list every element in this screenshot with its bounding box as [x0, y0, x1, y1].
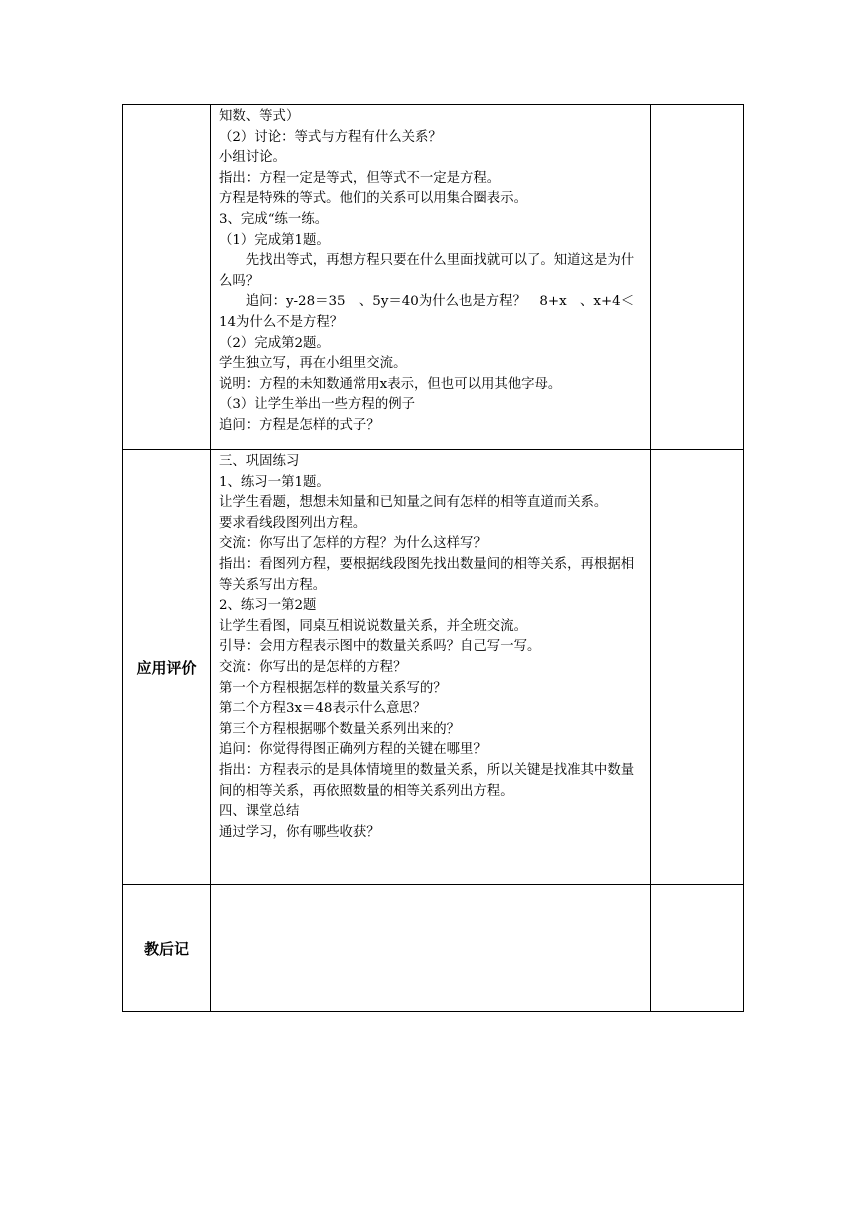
content-line: 追问：你觉得得图正确列方程的关键在哪里？	[219, 742, 487, 758]
content-cell	[211, 885, 651, 1012]
content-line: （2）讨论：等式与方程有什么关系？	[219, 129, 442, 145]
content-line: 学生独立写，再在小组里交流。	[219, 356, 407, 372]
content-line: 交流：你写出了怎样的方程？为什么这样写？	[219, 536, 487, 552]
table-row	[123, 885, 744, 1012]
content-block	[211, 450, 650, 847]
content-line: 第一个方程根据怎样的数量关系写的？	[219, 680, 447, 696]
content-line: 四、课堂总结	[219, 804, 300, 820]
notes-cell	[651, 105, 744, 450]
row-label	[123, 105, 211, 450]
content-cell	[211, 450, 651, 885]
content-line: 指出：方程一定是等式，但等式不一定是方程。	[219, 170, 501, 186]
content-line: 指出：方程表示的是具体情境里的数量关系，所以关键是找准其中数量间的相等关系，再依照数量的相等关系列出方程。	[219, 762, 635, 799]
row-label-post-teaching-notes: 教后记	[123, 885, 211, 1012]
notes-cell	[651, 450, 744, 885]
content-line: 引导：会用方程表示图中的数量关系吗？自己写一写。	[219, 639, 541, 655]
content-block	[211, 885, 650, 891]
content-line: 小组讨论。	[219, 150, 286, 166]
content-line: 知数、等式）	[219, 109, 300, 124]
lesson-plan-table	[122, 104, 744, 1012]
content-line: 追问：方程是怎样的式子？	[219, 417, 380, 433]
content-line: 方程是特殊的等式。他们的关系可以用集合圈表示。	[219, 191, 527, 207]
content-line: 通过学习，你有哪些收获？	[219, 824, 380, 840]
content-line: 要求看线段图列出方程。	[219, 515, 367, 531]
table-row	[123, 105, 744, 450]
content-line: 3、完成“练一练。	[219, 211, 329, 227]
content-line: 让学生看图，同桌互相说说数量关系，并全班交流。	[219, 618, 527, 634]
content-line: 1、练习一第1题。	[219, 474, 330, 490]
content-line: 先找出等式，再想方程只要在什么里面找就可以了。知道这是为什么吗？	[219, 253, 635, 289]
content-line: 追问：y-28＝35 、5y＝40为什么也是方程？ 8+x 、x+4＜14为什么不是方程？	[219, 294, 635, 330]
content-block	[211, 105, 650, 441]
row-label-application-evaluation: 应用评价	[123, 450, 211, 885]
content-line: （1）完成第1题。	[219, 232, 330, 248]
content-line: （3）让学生举出一些方程的例子	[219, 397, 415, 413]
content-line: 让学生看题，想想未知量和已知量之间有怎样的相等直道而关系。	[219, 495, 608, 511]
notes-cell	[651, 885, 744, 1012]
content-line: （2）完成第2题。	[219, 335, 330, 351]
table-row	[123, 450, 744, 885]
content-line: 第二个方程3x＝48表示什么意思？	[219, 701, 427, 717]
content-line: 说明：方程的未知数通常用x表示，但也可以用其他字母。	[219, 376, 562, 392]
content-cell	[211, 105, 651, 450]
content-line: 第三个方程根据哪个数量关系列出来的？	[219, 721, 461, 737]
content-line: 指出：看图列方程，要根据线段图先找出数量间的相等关系，再根据相等关系写出方程。	[219, 556, 635, 593]
content-line: 2、练习一第2题	[219, 598, 317, 614]
content-line: 交流：你写出的是怎样的方程？	[219, 659, 407, 675]
content-line: 三、巩固练习	[219, 454, 300, 469]
